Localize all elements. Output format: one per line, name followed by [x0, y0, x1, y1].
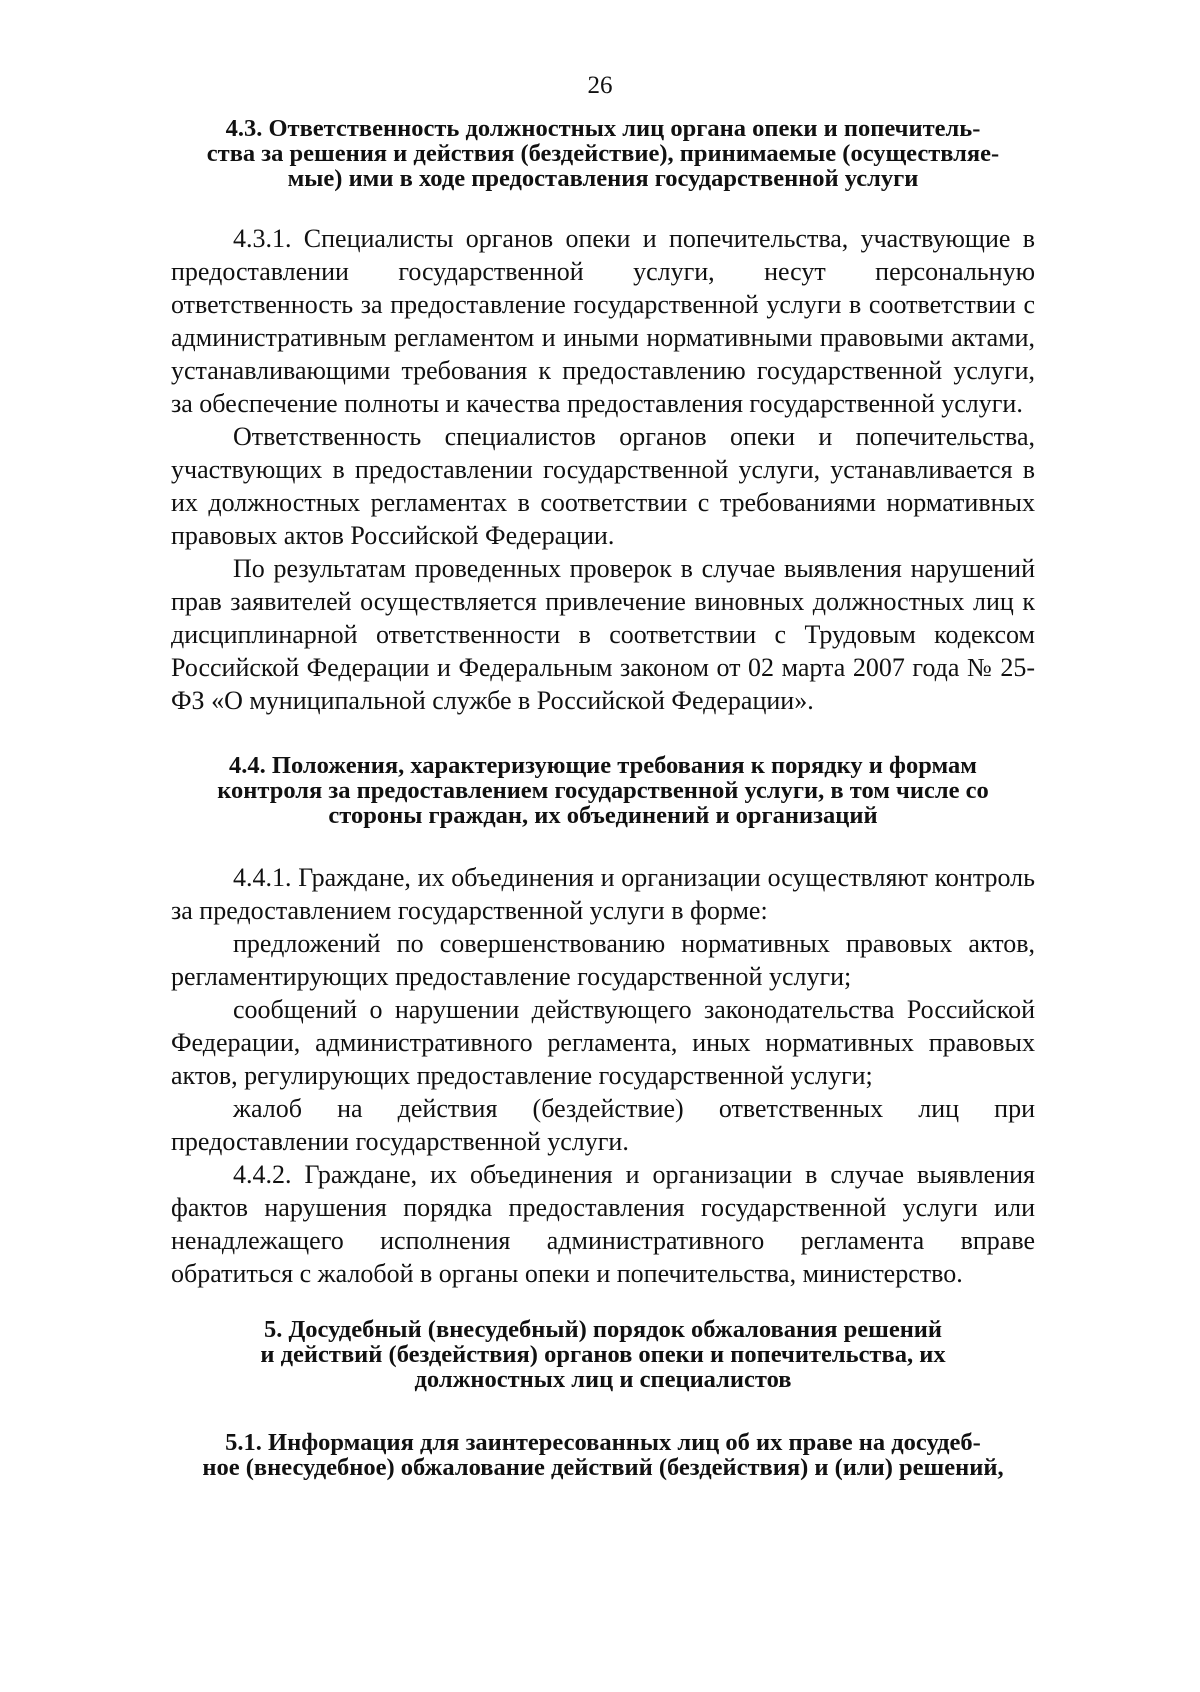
paragraph-responsibility: Ответственность специалистов органов опеки и попечительства, участвующих в предоставлении государственной услуги, устанавливается в их должностных регламентах в соответствии с требованиями нормативных правовых актов Российской Федерации. — [171, 422, 1035, 550]
heading-line: 5.1. Информация для заинтересованных лиц об их праве на досудеб- — [225, 1429, 981, 1456]
paragraph-4-3-1: 4.3.1. Специалисты органов опеки и попечительства, участвующие в предоставлении государственной услуги, несут персональную ответственность за предоставление государственной услуги в соответствии с административным регламентом и иными нормативными правовыми актами, устанавливающими требования к предоставлению государственной услуги, за обеспечение полноты и качества предоставления государственной услуги. — [171, 224, 1035, 418]
heading-line: 4.3. Ответственность должностных лиц органа опеки и попечитель- — [225, 115, 981, 142]
heading-line: и действий (бездействия) органов опеки и попечительства, их — [260, 1341, 946, 1368]
section-5-heading — [171, 1317, 1035, 1392]
heading-line: должностных лиц и специалистов — [414, 1366, 792, 1393]
paragraph-proposals: предложений по совершенствованию нормативных правовых актов, регламентирующих предоставление государственной услуги; — [171, 929, 1035, 991]
heading-line: контроля за предоставлением государственной услуги, в том числе со — [217, 777, 989, 804]
page-number: 26 — [587, 72, 613, 99]
paragraph-inspection-results: По результатам проведенных проверок в случае выявления нарушений прав заявителей осуществляется привлечение виновных должностных лиц к дисциплинарной ответственности в соответствии с Трудовым кодексом Российской Федерации и Федеральным законом от 02 марта 2007 года № 25-ФЗ «О муниципальной службе в Российской Федерации». — [171, 554, 1035, 715]
heading-line: мые) ими в ходе предоставления государственной услуги — [287, 165, 919, 192]
paragraph-reports: сообщений о нарушении действующего законодательства Российской Федерации, административного регламента, иных нормативных правовых актов, регулирующих предоставление государственной услуги; — [171, 995, 1035, 1090]
section-5-1-heading — [171, 1430, 1035, 1480]
heading-line: ства за решения и действия (бездействие), принимаемые (осуществляе- — [206, 140, 1000, 167]
section-4-4-heading — [171, 753, 1035, 828]
heading-line: 5. Досудебный (внесудебный) порядок обжалования решений — [263, 1316, 943, 1343]
paragraph-4-4-2: 4.4.2. Граждане, их объединения и организации в случае выявления фактов нарушения порядка предоставления государственной услуги или ненадлежащего исполнения административного регламента вправе обратиться с жалобой в органы опеки и попечительства, министерство. — [171, 1160, 1035, 1288]
document-body — [171, 116, 1035, 1480]
paragraph-4-4-1: 4.4.1. Граждане, их объединения и организации осуществляют контроль за предоставлением государственной услуги в форме: — [171, 863, 1035, 925]
heading-line: 4.4. Положения, характеризующие требования к порядку и формам — [229, 752, 977, 779]
heading-line: ное (внесудебное) обжалование действий (бездействия) и (или) решений, — [202, 1454, 1004, 1481]
heading-line: стороны граждан, их объединений и организаций — [328, 802, 878, 829]
paragraph-complaints: жалоб на действия (бездействие) ответственных лиц при предоставлении государственной услуги. — [171, 1094, 1035, 1156]
section-4-3-heading — [171, 116, 1035, 191]
